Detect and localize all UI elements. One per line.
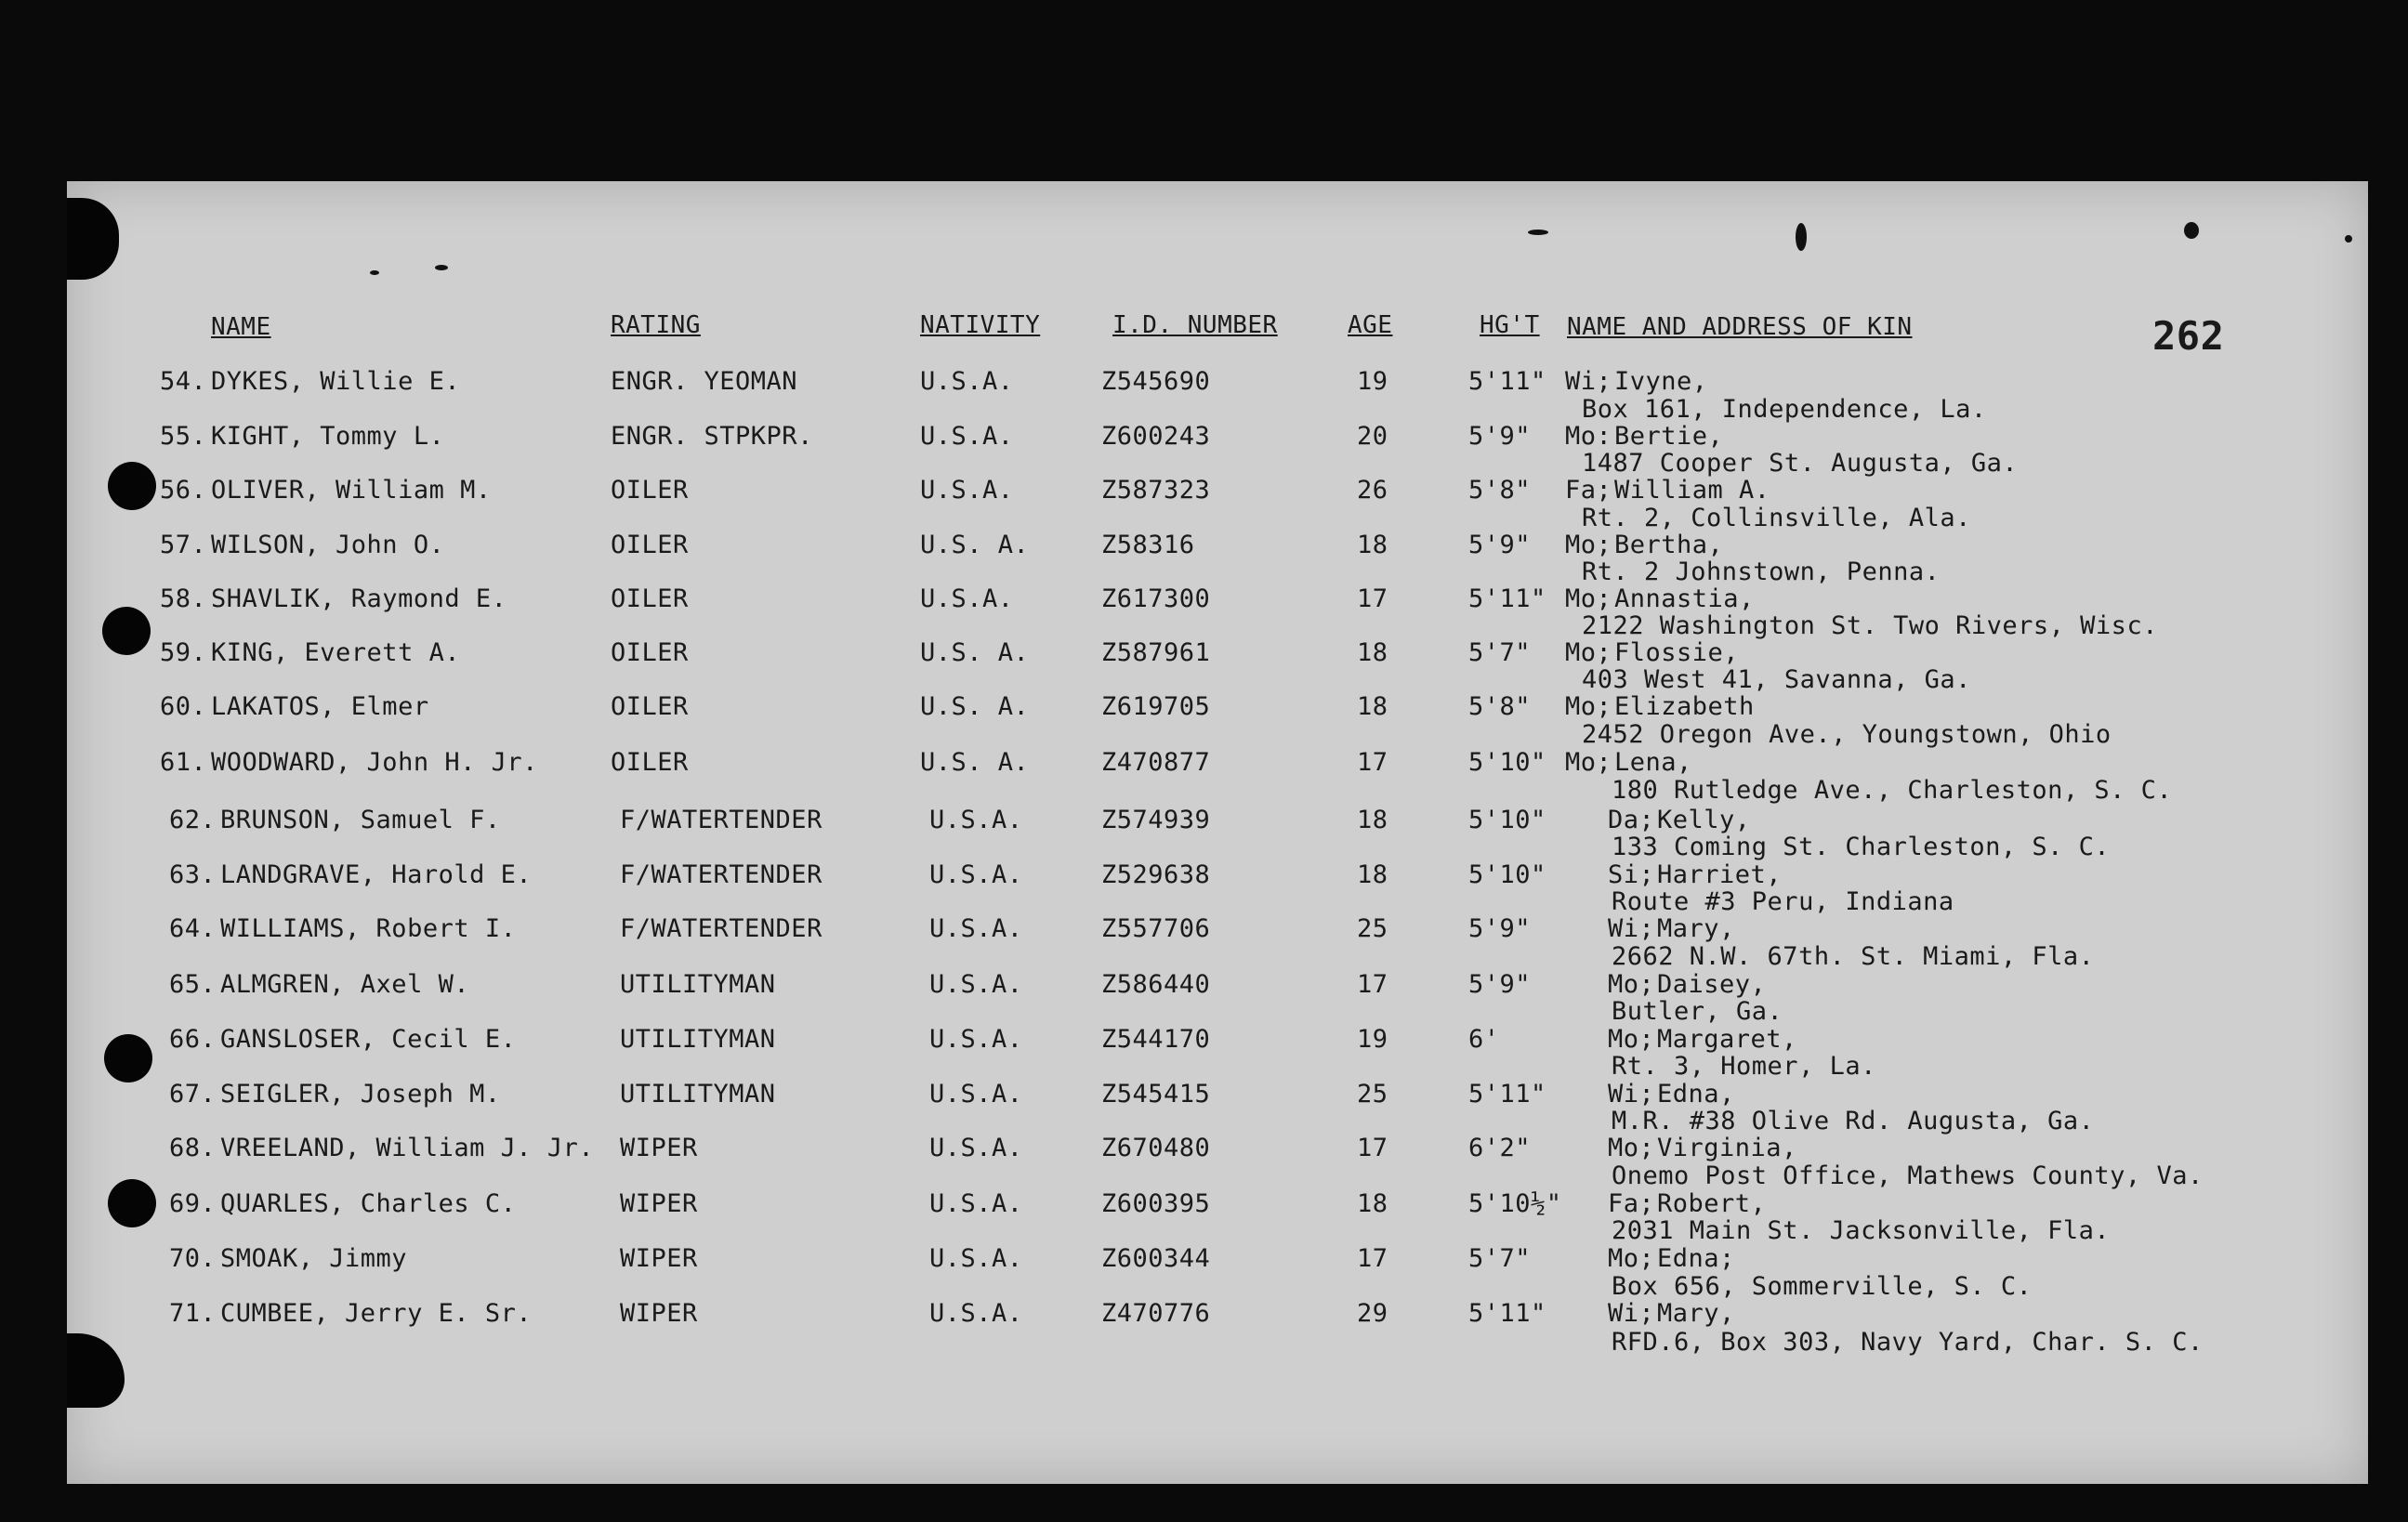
crew-name: SHAVLIK, Raymond E. — [211, 584, 507, 613]
crew-age: 18 — [1357, 860, 1388, 889]
crew-height: 6'2" — [1468, 1134, 1532, 1162]
crew-id-number: Z544170 — [1101, 1025, 1211, 1054]
crew-height: 5'8" — [1468, 692, 1532, 721]
crew-height: 5'10½" — [1468, 1189, 1562, 1218]
crew-id-number: Z619705 — [1101, 692, 1211, 721]
crew-id-number: Z470877 — [1101, 748, 1211, 777]
crew-name: GANSLOSER, Cecil E. — [220, 1025, 517, 1054]
crew-age: 18 — [1357, 531, 1388, 559]
crew-height: 5'9" — [1468, 914, 1532, 943]
crew-height: 5'11" — [1468, 1299, 1546, 1328]
crew-nativity: U.S.A. — [929, 1134, 1023, 1162]
crew-height: 5'9" — [1468, 970, 1532, 999]
crew-name: VREELAND, William J. Jr. — [220, 1134, 595, 1162]
punch-hole — [108, 462, 156, 510]
kin-name: Flossie, — [1614, 638, 1740, 667]
crew-name: KIGHT, Tommy L. — [211, 422, 445, 451]
row-number: 68. — [169, 1134, 217, 1162]
torn-edge — [67, 1333, 125, 1408]
kin-address: 1487 Cooper St. Augusta, Ga. — [1582, 449, 2019, 478]
crew-id-number: Z617300 — [1101, 584, 1211, 613]
crew-name: BRUNSON, Samuel F. — [220, 806, 501, 834]
crew-name: SMOAK, Jimmy — [220, 1244, 408, 1273]
speck — [2345, 235, 2352, 243]
kin-relation: Fa; — [1608, 1189, 1655, 1218]
kin-relation: Mo; — [1565, 584, 1612, 613]
crew-name: KING, Everett A. — [211, 638, 461, 667]
crew-nativity: U.S.A. — [929, 1025, 1023, 1054]
kin-address: 133 Coming St. Charleston, S. C. — [1612, 833, 2111, 861]
crew-age: 18 — [1357, 638, 1388, 667]
punch-hole — [104, 1034, 152, 1082]
kin-relation: Wi; — [1608, 914, 1655, 943]
crew-rating: F/WATERTENDER — [620, 806, 822, 834]
crew-height: 6' — [1468, 1025, 1500, 1054]
crew-name: WILLIAMS, Robert I. — [220, 914, 517, 943]
row-number: 55. — [160, 422, 207, 451]
kin-relation: Fa; — [1565, 476, 1612, 505]
crew-nativity: U.S.A. — [929, 1080, 1023, 1109]
header-height: HG'T — [1480, 311, 1540, 339]
torn-edge — [67, 198, 119, 280]
kin-name: Lena, — [1614, 748, 1692, 777]
crew-rating: WIPER — [620, 1299, 698, 1328]
kin-relation: Mo; — [1608, 1134, 1655, 1162]
kin-name: Edna; — [1657, 1244, 1735, 1273]
crew-id-number: Z545415 — [1101, 1080, 1211, 1109]
crew-nativity: U.S.A. — [920, 422, 1014, 451]
crew-name: LANDGRAVE, Harold E. — [220, 860, 533, 889]
crew-id-number: Z670480 — [1101, 1134, 1211, 1162]
crew-id-number: Z586440 — [1101, 970, 1211, 999]
kin-relation: Mo; — [1608, 1025, 1655, 1054]
row-number: 60. — [160, 692, 207, 721]
crew-age: 25 — [1357, 914, 1388, 943]
crew-nativity: U.S.A. — [929, 806, 1023, 834]
crew-rating: F/WATERTENDER — [620, 914, 822, 943]
kin-relation: Wi; — [1608, 1299, 1655, 1328]
crew-id-number: Z58316 — [1101, 531, 1195, 559]
kin-relation: Mo: — [1565, 422, 1612, 451]
row-number: 56. — [160, 476, 207, 505]
crew-rating: OILER — [611, 638, 689, 667]
kin-address: Route #3 Peru, Indiana — [1612, 887, 1954, 916]
kin-name: Mary, — [1657, 1299, 1735, 1328]
kin-address: 2122 Washington St. Two Rivers, Wisc. — [1582, 611, 2158, 640]
crew-nativity: U.S. A. — [920, 748, 1030, 777]
crew-rating: WIPER — [620, 1134, 698, 1162]
kin-name: Margaret, — [1657, 1025, 1797, 1054]
kin-address: 2452 Oregon Ave., Youngstown, Ohio — [1582, 720, 2112, 749]
kin-address: 2031 Main St. Jacksonville, Fla. — [1612, 1216, 2111, 1245]
crew-age: 26 — [1357, 476, 1388, 505]
kin-name: Elizabeth — [1614, 692, 1755, 721]
row-number: 69. — [169, 1189, 217, 1218]
crew-age: 17 — [1357, 1134, 1388, 1162]
kin-address: Rt. 2, Collinsville, Ala. — [1582, 504, 1971, 532]
crew-age: 18 — [1357, 692, 1388, 721]
crew-rating: OILER — [611, 692, 689, 721]
crew-id-number: Z545690 — [1101, 367, 1211, 396]
crew-rating: UTILITYMAN — [620, 1080, 776, 1109]
crew-nativity: U.S.A. — [929, 1244, 1023, 1273]
crew-id-number: Z557706 — [1101, 914, 1211, 943]
row-number: 58. — [160, 584, 207, 613]
crew-id-number: Z529638 — [1101, 860, 1211, 889]
kin-name: Bertie, — [1614, 422, 1724, 451]
kin-name: Virginia, — [1657, 1134, 1797, 1162]
crew-nativity: U.S.A. — [929, 1299, 1023, 1328]
crew-name: QUARLES, Charles C. — [220, 1189, 517, 1218]
kin-address: RFD.6, Box 303, Navy Yard, Char. S. C. — [1612, 1328, 2204, 1357]
crew-id-number: Z600243 — [1101, 422, 1211, 451]
kin-relation: Mo; — [1565, 748, 1612, 777]
crew-name: ALMGREN, Axel W. — [220, 970, 470, 999]
row-number: 61. — [160, 748, 207, 777]
crew-rating: F/WATERTENDER — [620, 860, 822, 889]
kin-relation: Si; — [1608, 860, 1655, 889]
crew-nativity: U.S.A. — [920, 367, 1014, 396]
crew-height: 5'10" — [1468, 860, 1546, 889]
crew-nativity: U.S.A. — [929, 914, 1023, 943]
crew-height: 5'9" — [1468, 422, 1532, 451]
header-rating: RATING — [611, 311, 701, 339]
crew-id-number: Z587961 — [1101, 638, 1211, 667]
crew-height: 5'10" — [1468, 748, 1546, 777]
crew-nativity: U.S.A. — [929, 860, 1023, 889]
crew-height: 5'10" — [1468, 806, 1546, 834]
header-nativity: NATIVITY — [920, 311, 1041, 339]
kin-relation: Wi; — [1608, 1080, 1655, 1109]
row-number: 66. — [169, 1025, 217, 1054]
speck — [2184, 222, 2199, 239]
crew-age: 17 — [1357, 970, 1388, 999]
crew-name: WOODWARD, John H. Jr. — [211, 748, 538, 777]
crew-rating: UTILITYMAN — [620, 1025, 776, 1054]
kin-address: 2662 N.W. 67th. St. Miami, Fla. — [1612, 942, 2095, 971]
crew-rating: OILER — [611, 748, 689, 777]
crew-height: 5'9" — [1468, 531, 1532, 559]
kin-name: Harriet, — [1657, 860, 1783, 889]
kin-address: Box 656, Sommerville, S. C. — [1612, 1272, 2033, 1301]
kin-relation: Mo; — [1565, 692, 1612, 721]
kin-address: Butler, Ga. — [1612, 997, 1783, 1026]
crew-id-number: Z600344 — [1101, 1244, 1211, 1273]
crew-nativity: U.S.A. — [929, 970, 1023, 999]
crew-nativity: U.S. A. — [920, 531, 1030, 559]
crew-rating: OILER — [611, 531, 689, 559]
crew-age: 20 — [1357, 422, 1388, 451]
row-number: 63. — [169, 860, 217, 889]
crew-rating: OILER — [611, 476, 689, 505]
row-number: 62. — [169, 806, 217, 834]
crew-name: OLIVER, William M. — [211, 476, 492, 505]
punch-hole — [102, 607, 151, 655]
crew-age: 19 — [1357, 367, 1388, 396]
punch-hole — [108, 1179, 156, 1227]
kin-address: Onemo Post Office, Mathews County, Va. — [1612, 1161, 2204, 1190]
crew-id-number: Z600395 — [1101, 1189, 1211, 1218]
row-number: 64. — [169, 914, 217, 943]
crew-name: LAKATOS, Elmer — [211, 692, 429, 721]
header-kin: NAME AND ADDRESS OF KIN — [1567, 313, 1913, 341]
header-id-number: I.D. NUMBER — [1112, 311, 1278, 339]
header-age: AGE — [1348, 311, 1393, 339]
kin-relation: Mo; — [1608, 1244, 1655, 1273]
row-number: 70. — [169, 1244, 217, 1273]
kin-address: Box 161, Independence, La. — [1582, 395, 1987, 424]
crew-id-number: Z574939 — [1101, 806, 1211, 834]
page-number: 262 — [2152, 313, 2225, 359]
crew-nativity: U.S.A. — [929, 1189, 1023, 1218]
crew-name: DYKES, Willie E. — [211, 367, 461, 396]
speck — [435, 265, 448, 270]
crew-age: 19 — [1357, 1025, 1388, 1054]
crew-rating: UTILITYMAN — [620, 970, 776, 999]
crew-height: 5'11" — [1468, 367, 1546, 396]
row-number: 54. — [160, 367, 207, 396]
speck — [1528, 230, 1548, 235]
kin-name: Ivyne, — [1614, 367, 1708, 396]
kin-relation: Mo; — [1565, 638, 1612, 667]
crew-nativity: U.S.A. — [920, 476, 1014, 505]
crew-age: 25 — [1357, 1080, 1388, 1109]
crew-height: 5'11" — [1468, 584, 1546, 613]
kin-address: M.R. #38 Olive Rd. Augusta, Ga. — [1612, 1107, 2095, 1135]
kin-name: Kelly, — [1657, 806, 1751, 834]
crew-name: SEIGLER, Joseph M. — [220, 1080, 501, 1109]
crew-height: 5'8" — [1468, 476, 1532, 505]
crew-age: 17 — [1357, 1244, 1388, 1273]
kin-name: William A. — [1614, 476, 1770, 505]
crew-age: 18 — [1357, 1189, 1388, 1218]
crew-rating: WIPER — [620, 1189, 698, 1218]
crew-nativity: U.S. A. — [920, 638, 1030, 667]
kin-relation: Wi; — [1565, 367, 1612, 396]
kin-relation: Mo; — [1608, 970, 1655, 999]
crew-nativity: U.S.A. — [920, 584, 1014, 613]
kin-address: Rt. 2 Johnstown, Penna. — [1582, 558, 1941, 586]
kin-address: Rt. 3, Homer, La. — [1612, 1052, 1876, 1081]
crew-name: WILSON, John O. — [211, 531, 445, 559]
crew-height: 5'7" — [1468, 1244, 1532, 1273]
header-name: NAME — [211, 313, 271, 341]
document-page — [67, 181, 2368, 1484]
crew-nativity: U.S. A. — [920, 692, 1030, 721]
row-number: 71. — [169, 1299, 217, 1328]
kin-name: Bertha, — [1614, 531, 1724, 559]
crew-age: 18 — [1357, 806, 1388, 834]
crew-id-number: Z470776 — [1101, 1299, 1211, 1328]
row-number: 57. — [160, 531, 207, 559]
speck — [370, 270, 379, 275]
crew-height: 5'7" — [1468, 638, 1532, 667]
crew-rating: WIPER — [620, 1244, 698, 1273]
crew-name: CUMBEE, Jerry E. Sr. — [220, 1299, 533, 1328]
crew-age: 17 — [1357, 584, 1388, 613]
crew-rating: OILER — [611, 584, 689, 613]
kin-address: 403 West 41, Savanna, Ga. — [1582, 665, 1971, 694]
kin-address: 180 Rutledge Ave., Charleston, S. C. — [1612, 776, 2173, 805]
kin-name: Mary, — [1657, 914, 1735, 943]
row-number: 59. — [160, 638, 207, 667]
crew-height: 5'11" — [1468, 1080, 1546, 1109]
kin-name: Edna, — [1657, 1080, 1735, 1109]
kin-relation: Mo; — [1565, 531, 1612, 559]
crew-rating: ENGR. YEOMAN — [611, 367, 798, 396]
kin-name: Annastia, — [1614, 584, 1755, 613]
crew-id-number: Z587323 — [1101, 476, 1211, 505]
speck — [1796, 223, 1807, 251]
crew-age: 29 — [1357, 1299, 1388, 1328]
crew-age: 17 — [1357, 748, 1388, 777]
row-number: 67. — [169, 1080, 217, 1109]
kin-relation: Da; — [1608, 806, 1655, 834]
crew-rating: ENGR. STPKPR. — [611, 422, 813, 451]
row-number: 65. — [169, 970, 217, 999]
kin-name: Daisey, — [1657, 970, 1767, 999]
kin-name: Robert, — [1657, 1189, 1767, 1218]
